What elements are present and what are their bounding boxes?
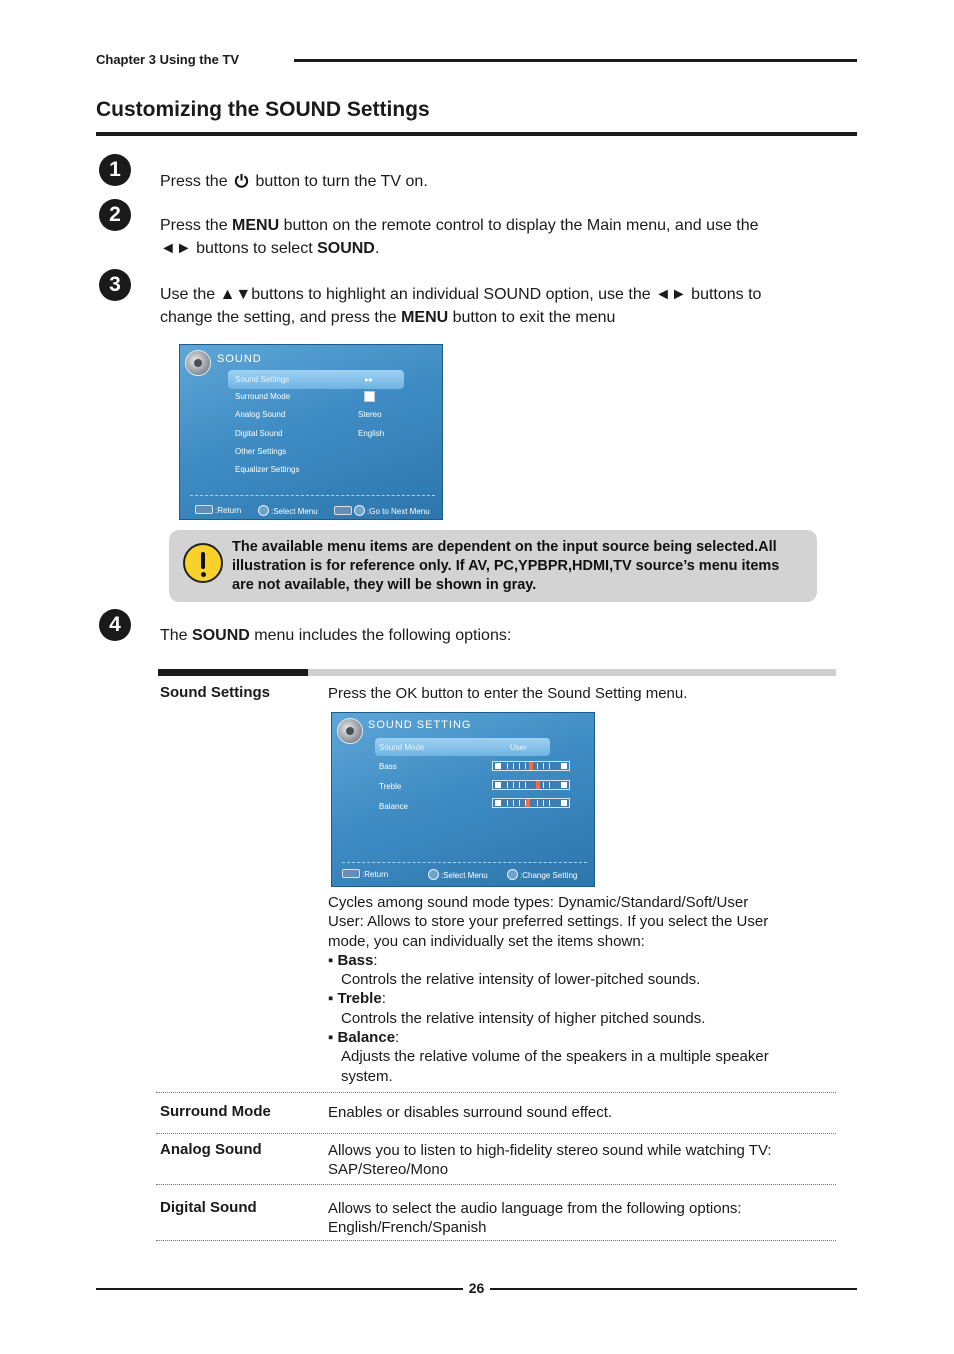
footer-change: :Change Setting (507, 869, 577, 880)
table-header-dark (158, 669, 308, 676)
sound-key-label: SOUND (192, 627, 250, 644)
balance-desc-2: system. (341, 1067, 393, 1085)
row-divider (156, 1184, 836, 1185)
bass-desc: Controls the relative intensity of lower-pitched sounds. (341, 971, 701, 989)
slider-tick (507, 763, 508, 769)
step-2-l2a: ◄► buttons to select (160, 240, 318, 257)
slider-left-end-icon (495, 800, 501, 806)
warning-icon (183, 543, 223, 583)
balance-slider[interactable] (492, 798, 570, 808)
step-2-text (160, 214, 820, 260)
footer-next: :Go to Next Menu (334, 505, 430, 516)
slider-tick (549, 800, 550, 806)
term-digital-sound: Digital Sound (160, 1199, 257, 1216)
treble-desc: Controls the relative intensity of higher pitched sounds. (341, 1009, 706, 1027)
sound-mode-label[interactable]: Sound Mode (379, 743, 425, 752)
step-3-marker: 3 (99, 269, 131, 301)
slider-tick (537, 763, 538, 769)
slider-tick (519, 782, 520, 788)
desc-p2: User: Allows to store your preferred settings. If you select the User (328, 913, 769, 931)
menu-key-label: MENU (232, 217, 280, 234)
footer-return: :Return (342, 869, 388, 879)
nav-key-icon (354, 505, 365, 516)
slider-tick (513, 782, 514, 788)
footer-rule-right (490, 1288, 857, 1290)
desc-analog-sound (328, 1141, 818, 1180)
step-2-marker: 2 (99, 199, 131, 231)
menu-key-icon (342, 869, 360, 878)
note-text: The available menu items are dependent on the input source being selected.All illustration is for reference only. If AV, PC,YPBPR,HDMI,TV source’s menu items are not available, they will be shown in gray. (232, 539, 780, 593)
slider-knob (536, 781, 540, 789)
menu-item-other-settings[interactable]: Other Settings (235, 447, 287, 456)
digital-sound-value: English (358, 429, 385, 438)
balance-desc-1: Adjusts the relative volume of the speakers in a multiple speaker (341, 1048, 769, 1066)
sound-menu-logo-icon (185, 350, 211, 376)
desc-sound-settings-intro: Press the OK button to enter the Sound Setting menu. (328, 685, 688, 702)
slider-tick (507, 782, 508, 788)
term-analog-sound: Analog Sound (160, 1141, 262, 1158)
nav-key-icon (428, 869, 439, 880)
table-header-light (308, 669, 836, 676)
sound-key-label: SOUND (317, 240, 375, 257)
sound-setting-logo-icon (337, 718, 363, 744)
step-1-text (160, 170, 820, 193)
step-4-a: The (160, 627, 193, 644)
menu-item-surround-mode[interactable]: Surround Mode (235, 392, 291, 401)
treble-slider[interactable] (492, 780, 570, 790)
slider-tick (549, 782, 550, 788)
desc-surround-mode: Enables or disables surround sound effect. (328, 1104, 613, 1121)
step-1-after: button to turn the TV on. (255, 173, 428, 190)
ok-key-icon (334, 506, 352, 515)
nav-key-icon (258, 505, 269, 516)
desc-digital-sound (328, 1199, 818, 1238)
step-4-c: menu includes the following options: (249, 627, 512, 644)
slider-tick (543, 763, 544, 769)
step-1-marker: 1 (99, 154, 131, 186)
step-3-text (160, 283, 820, 329)
slider-tick (543, 782, 544, 788)
desc-p3: mode, you can individually set the items shown: (328, 932, 645, 950)
slider-tick (507, 800, 508, 806)
slider-right-end-icon (561, 763, 567, 769)
term-surround-mode: Surround Mode (160, 1103, 271, 1120)
desc-p1: Cycles among sound mode types: Dynamic/Standard/Soft/User (328, 894, 749, 911)
menu-item-analog-sound[interactable]: Analog Sound (235, 410, 286, 419)
slider-tick (525, 782, 526, 788)
slider-tick (519, 800, 520, 806)
title-rule (96, 132, 857, 136)
slider-tick (519, 763, 520, 769)
digital-desc-1: Allows to select the audio language from the following options: (328, 1200, 742, 1217)
sound-setting-title: SOUND SETTING (368, 719, 472, 731)
footer-return: :Return (195, 505, 241, 515)
sound-menu-divider (190, 495, 435, 496)
balance-label: Balance (379, 802, 408, 811)
step-3-l1: Use the ▲▼buttons to highlight an individual SOUND option, use the ◄► buttons to (160, 286, 762, 303)
page-number: 26 (468, 1280, 485, 1296)
menu-key-icon (195, 505, 213, 514)
slider-right-end-icon (561, 800, 567, 806)
slider-tick (549, 763, 550, 769)
slider-tick (513, 763, 514, 769)
treble-label: Treble (379, 782, 402, 791)
sound-setting-screen (331, 712, 595, 887)
slider-knob (529, 762, 533, 770)
slider-left-end-icon (495, 763, 501, 769)
analog-sound-value: Stereo (358, 410, 382, 419)
sound-setting-divider (342, 862, 587, 863)
header-rule (294, 59, 857, 62)
term-sound-settings: Sound Settings (160, 684, 270, 701)
step-2-l1c: button on the remote control to display the Main menu, and use the (279, 217, 759, 234)
step-3-l2a: change the setting, and press the (160, 309, 402, 326)
row-divider (156, 1133, 836, 1134)
treble-bullet: ▪ Treble: (328, 990, 386, 1008)
step-1-before: Press the (160, 173, 228, 190)
bass-slider[interactable] (492, 761, 570, 771)
slider-tick (525, 763, 526, 769)
surround-checkbox[interactable] (364, 391, 375, 402)
analog-desc-2: SAP/Stereo/Mono (328, 1161, 449, 1179)
bass-label: Bass (379, 762, 397, 771)
step-2-l1a: Press the (160, 217, 233, 234)
step-3-l2c: button to exit the menu (448, 309, 616, 326)
slider-tick (513, 800, 514, 806)
step-4-marker: 4 (99, 609, 131, 641)
footer-select: :Select Menu (428, 869, 488, 880)
slider-knob (526, 799, 530, 807)
row-divider (156, 1240, 836, 1241)
footer-select: :Select Menu (258, 505, 318, 516)
row-divider (156, 1092, 836, 1093)
step-4-text (160, 624, 820, 647)
slider-right-end-icon (561, 782, 567, 788)
page-title: Customizing the SOUND Settings (96, 98, 430, 121)
analog-desc-1: Allows you to listen to high-fidelity stereo sound while watching TV: (328, 1142, 772, 1159)
menu-item-equalizer-settings[interactable]: Equalizer Settings (235, 465, 300, 474)
menu-item-digital-sound[interactable]: Digital Sound (235, 429, 283, 438)
sound-menu-title: SOUND (217, 353, 262, 365)
slider-tick (537, 800, 538, 806)
desc-sound-settings-body (328, 893, 818, 1086)
slider-tick (543, 800, 544, 806)
digital-desc-2: English/French/Spanish (328, 1219, 487, 1237)
step-2-l2c: . (374, 240, 380, 257)
footer-rule-left (96, 1288, 463, 1290)
sound-mode-value: User (510, 743, 527, 752)
menu-key-label: MENU (401, 309, 449, 326)
nav-key-icon (507, 869, 518, 880)
balance-bullet: ▪ Balance: (328, 1029, 400, 1047)
power-icon (234, 173, 249, 188)
sound-menu-screen (179, 344, 443, 520)
slider-left-end-icon (495, 782, 501, 788)
chapter-label: Chapter 3 Using the TV (96, 52, 240, 67)
menu-item-sound-settings[interactable]: Sound Settings (235, 375, 290, 384)
submenu-arrow-icon: ▸▸ (365, 375, 374, 384)
bass-bullet: ▪ Bass: (328, 951, 378, 969)
